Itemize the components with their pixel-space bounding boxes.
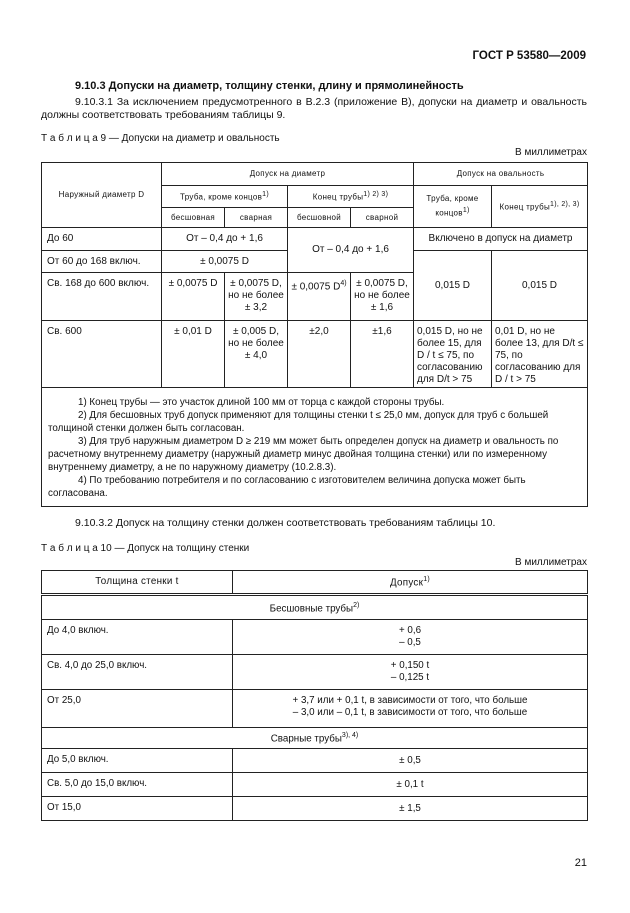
cell: ±1,6 bbox=[351, 321, 414, 388]
col-pipe-end: Конец трубы$^{1) 2) 3)}$ bbox=[288, 186, 414, 208]
cell: ± 0,01 D bbox=[162, 321, 225, 388]
col-tolerance: Допуск$^{1)}$ bbox=[233, 571, 588, 595]
page-number: 21 bbox=[574, 857, 587, 869]
table-10 bbox=[41, 570, 588, 821]
cell: Св. 4,0 до 25,0 включ. bbox=[42, 655, 233, 690]
cell: От – 0,4 до + 1,6 bbox=[162, 228, 288, 251]
cell: Включено в допуск на диаметр bbox=[414, 228, 588, 251]
col-seamless: бесшовная bbox=[162, 208, 225, 228]
table9-caption: Т а б л и ц а 9 — Допуски на диаметр и овальность bbox=[41, 133, 280, 144]
table-9 bbox=[41, 162, 588, 507]
cell: Св. 600 bbox=[42, 321, 162, 388]
cell: 0,015 D bbox=[492, 251, 588, 321]
cell: До 5,0 включ. bbox=[42, 749, 233, 773]
col-ovality-tolerance: Допуск на овальность bbox=[414, 163, 588, 186]
cell: ± 0,0075 D, но не более ± 1,6 bbox=[351, 273, 414, 321]
footnote: 2) Для бесшовных труб допуск применяют для толщины стенки t ≤ 25,0 мм, допуск для труб с большей толщиной стенки должен быть согласован. bbox=[48, 410, 549, 434]
col-diameter-tolerance: Допуск на диаметр bbox=[162, 163, 414, 186]
cell: + 3,7 или + 0,1 t, в зависимости от того, что больше – 3,0 или – 0,1 t, в зависимости от того, что больше bbox=[233, 690, 588, 728]
table-row bbox=[42, 749, 588, 773]
cell: ± 0,5 bbox=[233, 749, 588, 773]
table10-caption: Т а б л и ц а 10 — Допуск на толщину стенки bbox=[41, 543, 250, 554]
table-row bbox=[42, 228, 588, 251]
group-seamless: Бесшовные трубы$^{2)}$ bbox=[42, 595, 588, 620]
col-oval-end: Конец трубы$^{1), 2), 3)}$ bbox=[492, 186, 588, 228]
table-row bbox=[42, 773, 588, 797]
cell: До 60 bbox=[42, 228, 162, 251]
document-header: ГОСТ Р 53580—2009 bbox=[472, 50, 586, 62]
cell: 0,01 D, но не более 13, для D/t ≤ 75, по согласованию для D / t > 75 bbox=[492, 321, 588, 388]
footnote: 1) Конец трубы — это участок длиной 100 мм от торца с каждой стороны трубы. bbox=[78, 397, 445, 408]
cell: От 15,0 bbox=[42, 797, 233, 821]
cell: ±2,0 bbox=[288, 321, 351, 388]
col-outer-diameter: Наружный диаметр D bbox=[42, 163, 162, 228]
cell: + 0,150 t – 0,125 t bbox=[233, 655, 588, 690]
table-row bbox=[42, 797, 588, 821]
cell: 0,015 D bbox=[414, 251, 492, 321]
table-row bbox=[42, 620, 588, 655]
group-welded: Сварные трубы$^{3), 4)}$ bbox=[42, 728, 588, 749]
cell: До 4,0 включ. bbox=[42, 620, 233, 655]
cell: + 0,6 – 0,5 bbox=[233, 620, 588, 655]
paragraph-9-10-3-2: 9.10.3.2 Допуск на толщину стенки должен соответствовать требованиям таблицы 10. bbox=[75, 517, 496, 529]
cell: ± 0,0075 D, но не более ± 3,2 bbox=[225, 273, 288, 321]
col-welded-end: сварной bbox=[351, 208, 414, 228]
cell: От 60 до 168 включ. bbox=[42, 251, 162, 273]
cell: ± 0,0075 $D^{4)}$ bbox=[288, 273, 351, 321]
cell: 0,015 D, но не более 15, для D / t ≤ 75, по согласованию для D/t > 75 bbox=[414, 321, 492, 388]
table9-units: В миллиметрах bbox=[515, 147, 587, 158]
cell: От – 0,4 до + 1,6 bbox=[288, 228, 414, 273]
col-oval-pipe: Труба, кроме концов$^{1)}$ bbox=[414, 186, 492, 228]
table9-footnotes bbox=[42, 388, 588, 507]
table10-units: В миллиметрах bbox=[515, 557, 587, 568]
cell: ± 0,0075 D bbox=[162, 251, 288, 273]
table-row bbox=[42, 690, 588, 728]
cell: ± 1,5 bbox=[233, 797, 588, 821]
table-row bbox=[42, 655, 588, 690]
col-welded: сварная bbox=[225, 208, 288, 228]
cell: От 25,0 bbox=[42, 690, 233, 728]
col-pipe-except-ends: Труба, кроме концов$^{1)}$ bbox=[162, 186, 288, 208]
cell: Св. 5,0 до 15,0 включ. bbox=[42, 773, 233, 797]
paragraph-9-10-3-1: 9.10.3.1 За исключением предусмотренного в В.2.3 (приложение В), допуски на диаметр и овальность должны соответствовать требованиям таблицы 9. bbox=[41, 96, 587, 121]
cell: ± 0,005 D, но не более ± 4,0 bbox=[225, 321, 288, 388]
section-title: 9.10.3 Допуски на диаметр, толщину стенки, длину и прямолинейность bbox=[75, 80, 464, 92]
cell: ± 0,1 t bbox=[233, 773, 588, 797]
footnote: 4) По требованию потребителя и по согласованию с изготовителем величина допуска может быть согласована. bbox=[48, 475, 526, 499]
cell: Св. 168 до 600 включ. bbox=[42, 273, 162, 321]
footnote: 3) Для труб наружным диаметром D ≥ 219 мм может быть определен допуск на диаметр и овальность по расчетному внутреннему диаметру (наружный диаметр минус двойная толщина стенки) или по измеренному внутреннему диаметру, а не по наружному диаметру (10.2.8.3). bbox=[48, 436, 559, 473]
col-wall-thickness: Толщина стенки t bbox=[42, 571, 233, 595]
table-row bbox=[42, 321, 588, 388]
cell: ± 0,0075 D bbox=[162, 273, 225, 321]
col-seamless-end: бесшовной bbox=[288, 208, 351, 228]
